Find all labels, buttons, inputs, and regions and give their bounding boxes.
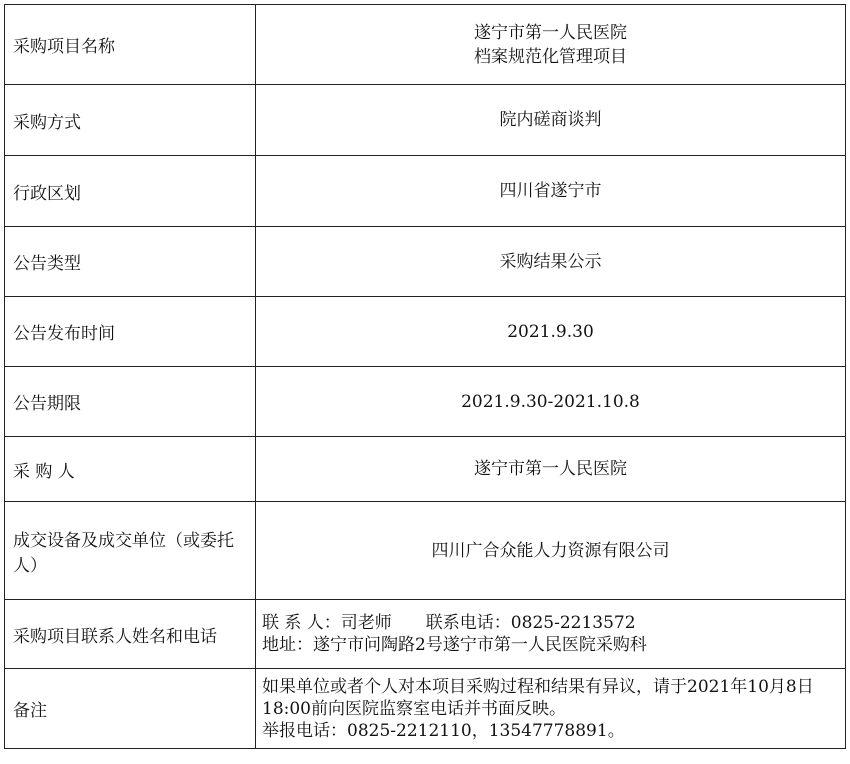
table-row — [5, 502, 846, 600]
table-row — [5, 600, 846, 669]
row-label: 采购项目名称 — [5, 5, 256, 85]
value-line: 档案规范化管理项目 — [474, 46, 627, 67]
row-label: 公告发布时间 — [5, 297, 256, 367]
value-line: 遂宁市第一人民医院 — [474, 22, 627, 43]
row-label: 成交设备及成交单位（或委托人） — [5, 502, 256, 600]
table-row — [5, 227, 846, 297]
row-value: 2021.9.30-2021.10.8 — [256, 367, 846, 437]
report-phone-line: 举报电话：0825-2212110，13547778891。 — [262, 720, 625, 741]
table-row — [5, 85, 846, 156]
row-value: 采购结果公示 — [256, 227, 846, 297]
table-row — [5, 437, 846, 502]
row-value: 遂宁市第一人民医院 — [256, 437, 846, 502]
row-label: 备注 — [5, 669, 256, 749]
table-row — [5, 156, 846, 227]
contact-line: 联 系 人：司老师 联系电话：0825-2213572 — [262, 613, 636, 633]
row-label: 采 购 人 — [5, 437, 256, 502]
row-value: 2021.9.30 — [256, 297, 846, 367]
row-value — [256, 5, 846, 85]
row-value — [256, 669, 846, 749]
table-row — [5, 669, 846, 749]
row-label: 采购方式 — [5, 85, 256, 156]
remark-text: 如果单位或者个人对本项目采购过程和结果有异议，请于2021年10月8日18:00前向医院监察室电话并书面反映。 — [262, 676, 814, 719]
row-label: 采购项目联系人姓名和电话 — [5, 600, 256, 669]
row-label: 公告期限 — [5, 367, 256, 437]
row-value: 四川广合众能人力资源有限公司 — [256, 502, 846, 600]
row-value — [256, 600, 846, 669]
table-row — [5, 367, 846, 437]
row-label: 行政区划 — [5, 156, 256, 227]
row-value: 院内磋商谈判 — [256, 85, 846, 156]
address-line: 地址：遂宁市问陶路2号遂宁市第一人民医院采购科 — [262, 635, 647, 655]
row-label: 公告类型 — [5, 227, 256, 297]
row-value: 四川省遂宁市 — [256, 156, 846, 227]
table-row — [5, 297, 846, 367]
table-row — [5, 5, 846, 85]
procurement-result-table — [4, 4, 846, 749]
